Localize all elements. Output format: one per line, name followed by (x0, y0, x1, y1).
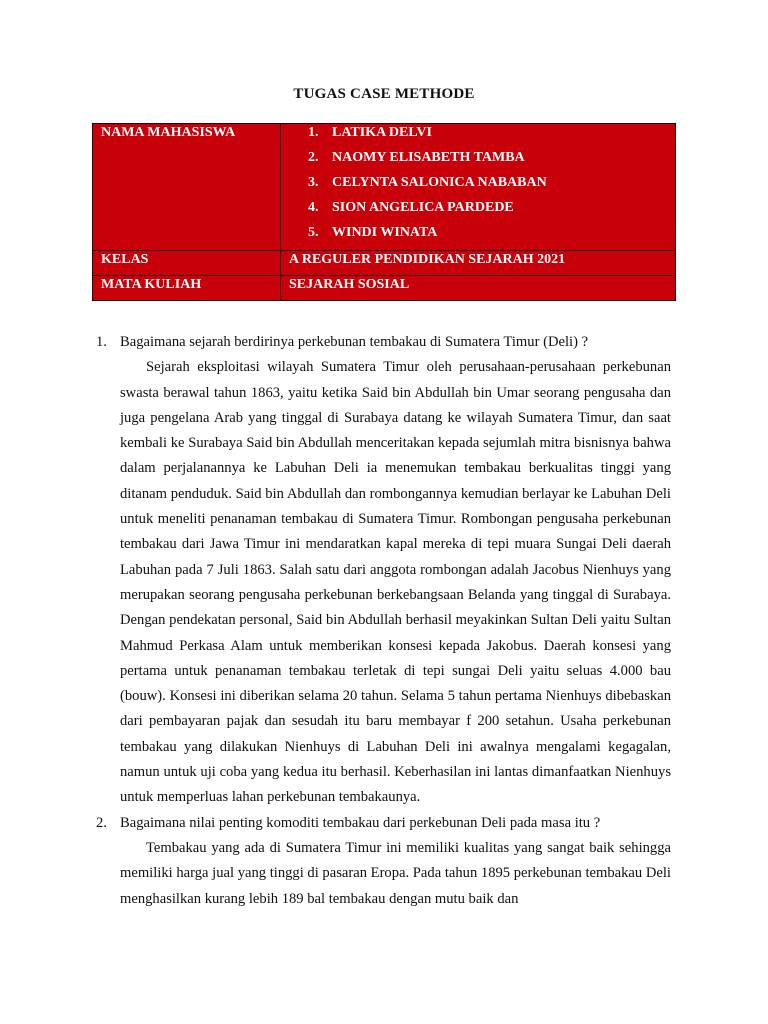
question-text: Bagaimana sejarah berdirinya perkebunan tembakau di Sumatera Timur (Deli) ? (120, 334, 589, 350)
member-item (289, 225, 667, 250)
member-number: 2. (308, 150, 319, 165)
answer-2 (96, 836, 671, 912)
question-1 (96, 330, 671, 355)
answer-1 (96, 355, 671, 810)
label-nama-mahasiswa: NAMA MAHASISWA (93, 124, 281, 251)
kelas-value: A REGULER PENDIDIKAN SEJARAH 2021 (281, 251, 676, 276)
member-number: 3. (308, 175, 319, 190)
member-name: LATIKA DELVI (332, 125, 432, 140)
info-row-mata-kuliah (93, 276, 676, 301)
mata-kuliah-value: SEJARAH SOSIAL (281, 276, 676, 301)
question-text: Bagaimana nilai penting komoditi tembakau dari perkebunan Deli pada masa itu ? (120, 814, 601, 831)
document-content (96, 330, 671, 912)
answer-paragraph: Tembakau yang ada di Sumatera Timur ini memiliki kualitas yang sangat baik sehingga memiliki harga jual yang tinggi di pasaran Eropa. Pada tahun 1895 perkebunan tembakau Deli menghasilkan kurang lebih 189 bal tembakau dengan mutu baik dan (120, 839, 671, 907)
member-item (289, 124, 667, 150)
answer-paragraph: Sejarah eksploitasi wilayah Sumatera Timur oleh perusahaan-perusahaan perkebunan swasta berawal tahun 1863, yaitu ketika Said bin Abdullah bin Umar seorang pengusaha dan juga pengelana Arab yang tinggal di Surabaya datang ke wilayah Sumatera Timur, dan saat kembali ke Surabaya Said bin Abdullah menceritakan kepada sejumlah mitra bisnisnya bahwa dalam perjalanannya ke Labuhan Deli ia menemukan tembakau berkualitas tinggi yang ditanam penduduk. Said bin Abdullah dan rombongannya kemudian berlayar ke Labuhan Deli untuk meneliti penanaman tembakau di Sumatera Timur. Rombongan pengusaha perkebunan tembakau dari Jawa Timur ini mendaratkan kapal mereka di tepi muara Sungai Deli daerah Labuhan pada 7 Juli 1863. Salah satu dari anggota rombongan adalah Jacobus Nienhuys yang merupakan seorang pengusaha perkebunan berkebangsaan Belanda yang tinggal di Surabaya. Dengan pendekatan personal, Said bin Abdullah berhasil meyakinkan Sultan Deli yaitu Sultan Mahmud Perkasa Alam untuk memberikan konsesi kepada Jakobus. Daerah konsesi yang pertama untuk penanaman tembakau terletak di tepi sungai Deli yaitu seluas 4.000 bau (bouw). Konsesi ini diberikan selama 20 tahun. Selama 5 tahun pertama Nienhuys dibebaskan dari pembayaran pajak dan sesudah itu baru membayar f 200 setahun. Usaha perkebunan tembakau yang dilakukan Nienhuys di Labuhan Deli ini awalnya mengalami kegagalan, namun untuk uji coba yang kedua itu berhasil. Keberhasilan ini lantas dimanfaatkan Nienhuys untuk memperluas lahan perkebunan tembakaunya. (120, 359, 671, 806)
member-item (289, 150, 667, 175)
member-list-cell (281, 124, 676, 251)
member-number: 4. (308, 200, 319, 215)
question-number: 2. (96, 814, 107, 831)
page-title: TUGAS CASE METHODE (293, 86, 475, 102)
member-name: SION ANGELICA PARDEDE (332, 200, 514, 215)
member-item (289, 200, 667, 225)
member-item (289, 175, 667, 200)
member-name: NAOMY ELISABETH TAMBA (332, 150, 525, 165)
info-row-kelas (93, 251, 676, 276)
label-kelas: KELAS (93, 251, 281, 276)
member-number: 5. (308, 225, 319, 240)
info-row-names (93, 124, 676, 251)
question-2 (96, 811, 671, 836)
student-info-table (92, 123, 676, 301)
label-mata-kuliah: MATA KULIAH (93, 276, 281, 301)
member-name: WINDI WINATA (332, 225, 438, 240)
question-number: 1. (96, 334, 107, 350)
member-name: CELYNTA SALONICA NABABAN (332, 175, 547, 190)
member-list (289, 124, 667, 250)
member-number: 1. (308, 125, 319, 140)
